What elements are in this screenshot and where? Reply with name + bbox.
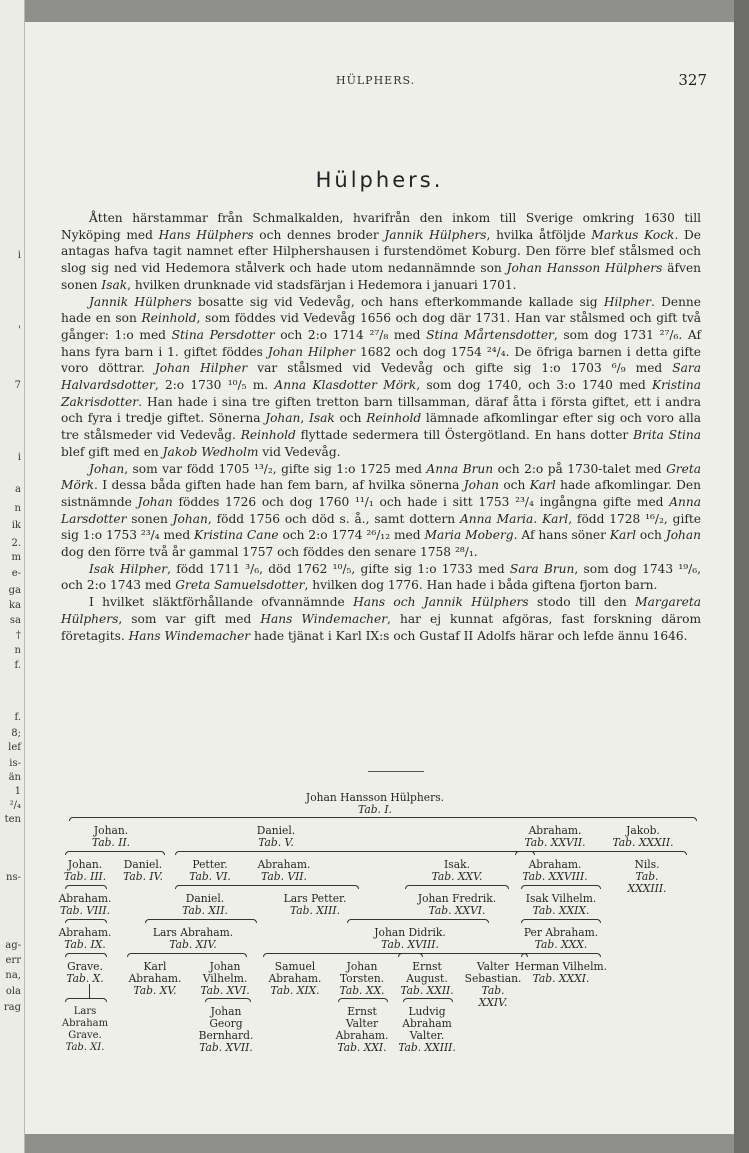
text-run: , hvilka åtföljde [486,227,592,242]
tree-node: Johan Didrik. Tab. XVIII. [374,926,446,951]
margin-fragment: ik [11,520,21,531]
text-run: lämnade afkomlingar efter sig och voro alla tre stålsmeder vid Vedevåg. [61,411,702,443]
text-run: var stålsmed vid Vedevåg och gifte sig 1:o 1703 ⁶/₉ med [247,361,673,376]
text-run: , som föddes vid Vedevåg 1656 och dog där 1731. Han var stålsmed och gift två gånger: 1:o med [61,311,701,342]
tree-brace [175,885,359,889]
text-run: . Denne hade en son [61,294,701,326]
text-run: och [498,478,530,493]
text-run: äfven sonen [61,261,702,292]
tree-node: Lars Abraham. Tab. XIV. [152,926,234,951]
italic-name: Margareta Hülphers [61,595,701,626]
text-run: hade tjänat i Karl IX:s och Gustaf II Adolfs härar och lefde ännu 1646. [250,628,688,643]
tree-node: Johan Fredrik. Tab. XXVI. [417,892,497,917]
tree-node: Johan Vilhelm. Tab. XVI. [200,960,250,997]
margin-fragment: sa [9,615,21,626]
text-run: och 2:o 1714 ²⁷/₈ med [274,327,427,342]
tree-node: Johan. Tab. II. [91,824,131,849]
tree-node: Abraham. Tab. XXVIII. [522,858,588,883]
italic-name: Kristina Zakrisdotter [61,378,702,409]
margin-fragment: ' [18,325,21,336]
tree-node: Grave. Tab. X. [66,960,104,985]
tree-node: Daniel. Tab. IV. [123,858,163,883]
tree-node: Abraham. Tab. XXVII. [524,824,586,849]
text-run: vid Vedevåg. [258,444,341,459]
italic-name: Jakob Wedholm [162,444,259,459]
text-run: dog den förre två år gammal 1757 och föddes den senare 1758 ²⁸/₁. [61,545,478,560]
text-run: . Af hans söner [513,528,610,543]
tree-brace [405,885,509,889]
text-run: . Han hade i sina tre giften tretton barn tillsamman, däraf åtta i första giftet, ett i andra och fyra i tredje giftet. Sönerna [61,394,701,426]
italic-name: Brita Stina [633,428,702,443]
italic-name: Anna Brun [426,461,494,476]
italic-name: Hans Hülphers [158,227,254,242]
family-title: Hülphers. [315,168,444,192]
margin-fragment: a [15,484,21,495]
margin-fragment: n [14,503,21,514]
tree-node: Johan Georg Bernhard. Tab. XVII. [198,1005,254,1054]
text-run: och 2:o 1774 ²⁶/₁₂ med [278,528,425,543]
tree-brace [403,998,453,1002]
tree-brace [65,998,107,1002]
text-run: sonen [126,511,173,526]
tree-node: Petter. Tab. VI. [189,858,231,883]
margin-fragment: än [8,772,21,783]
tree-brace [69,817,697,821]
margin-fragment: 8; [11,728,21,739]
book-page [25,22,734,1134]
italic-name: Hans Windemacher [128,628,251,643]
tree-node: Abraham. Tab. VII. [257,858,311,883]
italic-name: Isak [309,411,335,426]
text-run: , [300,411,309,426]
margin-fragment: i [17,452,21,463]
margin-fragment: ag- [5,940,21,951]
margin-fragment: is- [9,758,21,769]
text-run: , hvilken drunknade vid stadsfärjan i Hedemora i januari 1701. [127,277,517,292]
margin-fragment: † [16,630,21,641]
italic-name: Jannik Hülphers [89,294,192,309]
tree-brace [65,919,107,923]
text-run: och [635,528,666,543]
margin-fragment: ²/₄ [9,800,21,811]
italic-name: Reinhold [240,428,296,443]
tree-brace [205,998,251,1002]
text-run: 1682 och dog 1754 ²⁴/₄. De öfriga barnen i detta gifte voro döttrar. [61,344,701,376]
previous-page-edge [0,0,25,1153]
text-run: I hvilket släktförhållande ofvannämnde [89,595,354,610]
margin-fragment: ns- [6,872,21,883]
margin-fragment: ola [5,986,21,997]
italic-name: Anna Larsdotter [61,494,701,526]
tree-node: Isak Vilhelm. Tab. XXIX. [525,892,597,917]
margin-fragment: lef [8,742,21,753]
text-run: Åtten härstammar från Schmalkalden, hvarifrån den inkom till Sverige omkring 1630 till Nyköping med [61,211,701,242]
italic-name: Hans och Jannik Hülphers [353,595,529,610]
text-run: stodo till den [528,595,636,610]
margin-fragment: f. [14,712,21,723]
italic-name: Jannik Hülphers [384,227,487,242]
tree-node: Johan Torsten. Tab. XX. [339,960,385,997]
italic-name: Kristina Cane [194,528,279,543]
text-run: , född 1728 ¹⁶/₂, gifte sig 1:o 1753 ²³/₄ med [61,511,701,543]
tree-node: Isak. Tab. XXV. [431,858,483,883]
tree-node: Valter Sebastian. Tab. XXIV. [464,960,522,1009]
italic-name: Anna Maria [459,511,534,526]
text-run: , som dog 1743 ¹⁹/₆, och 2:o 1743 med [61,561,701,593]
page-number: 327 [678,71,707,89]
text-run: . [533,511,543,526]
tree-line [89,984,90,998]
text-run: , som dog 1740, och 3:o 1740 med [416,378,653,393]
tree-brace [515,851,687,855]
margin-fragment: f. [14,660,21,671]
running-header: HÜLPHERS. [336,74,416,87]
margin-fragment: e- [11,568,21,579]
text-run: , 2:o 1730 ¹⁰/₅ m. [154,378,275,393]
italic-name: Sara Halvardsdotter [61,361,701,393]
margin-fragment: 1 [14,786,21,797]
text-run: . I dessa båda giften hade han fem barn, af hvilka sönerna [94,478,464,493]
tree-brace [65,885,107,889]
italic-name: Greta Samuelsdotter [175,578,305,593]
tree-node: Karl Abraham. Tab. XV. [128,960,182,997]
text-run: bosatte sig vid Vedevåg, och hans efterkommande kallade sig [191,294,604,309]
tree-node-root: Johan Hansson Hülphers. Tab. I. [305,791,445,816]
italic-name: Stina Persdotter [171,327,275,342]
text-run: och 2:o på 1730-talet med [493,461,667,476]
italic-name: Isak [101,277,128,292]
text-run: blef gift med en [61,444,163,459]
italic-name: Sara Brun [509,561,575,576]
tree-node: Ernst Valter Abraham. Tab. XXI. [335,1005,389,1054]
tree-node: Daniel. Tab. V. [256,824,296,849]
italic-name: Johan [137,494,173,509]
margin-fragment: n [14,645,21,656]
tree-brace [398,953,528,957]
margin-fragment: 7 [14,380,21,391]
margin-fragment: rag [3,1002,21,1013]
tree-node: Daniel. Tab. XII. [182,892,228,917]
tree-node: Jakob. Tab. XXXII. [612,824,674,849]
italic-name: Johan Hansson Hülphers [506,261,663,276]
tree-brace [521,919,601,923]
tree-brace [145,919,257,923]
italic-name: Johan [265,411,301,426]
margin-fragment: m [11,552,21,563]
italic-name: Maria Moberg [424,528,514,543]
tree-brace [347,919,489,923]
margin-fragment: na, [5,970,21,981]
margin-fragment: err [5,955,21,966]
tree-node: Nils. Tab. XXXIII. [627,858,667,895]
text-run: , hvilken dog 1776. Han hade i båda giftena fjorton barn. [304,578,658,593]
italic-name: Isak Hilpher [89,561,168,576]
text-run: flyttade sedermera till Östergötland. En hans dotter [295,428,634,443]
text-run: föddes 1726 och dog 1760 ¹¹/₁ och hade i sitt 1753 ²³/₄ ingångna gifte med [172,494,670,509]
text-run: , har ej kunnat afgöras, fast forskning därom företagits. [61,611,701,643]
italic-name: Karl [529,478,556,493]
tree-brace [521,885,601,889]
tree-node: Lars Abraham Grave. Tab. XI. [61,1006,109,1053]
margin-fragment: i [17,250,21,261]
tree-node: Herman Vilhelm. Tab. XXXI. [514,960,608,985]
italic-name: Karl [542,511,569,526]
italic-name: Stina Mårtensdotter [426,327,554,342]
italic-name: Johan [89,461,125,476]
margin-fragment: ka [8,600,21,611]
margin-fragment: ga [8,585,21,596]
italic-name: Greta Mörk [61,461,702,493]
margin-fragment: ten [4,814,21,825]
italic-name: Johan Hilpher [267,344,356,359]
italic-name: Johan [172,511,208,526]
tree-node: Ernst August. Tab. XXII. [400,960,454,997]
text-run: . De antagas hafva tagit namnet efter Hilphershausen i furstendömet Koburg. Den förre blef stålsmed och slog sig ned vid Hedemora stålverk och hade utom nedannämnde son [61,227,701,276]
tree-brace [338,998,388,1002]
text-run: , som var gift med [118,611,261,626]
tree-node: Johan. Tab. III. [63,858,107,883]
tree-brace [127,953,247,957]
italic-name: Hans Windemacher [260,611,388,626]
italic-name: Reinhold [366,411,422,426]
italic-name: Johan Hilpher [154,361,248,376]
text-run: , född 1711 ³/₆, död 1762 ¹⁰/₅, gifte sig 1:o 1733 med [167,561,510,576]
italic-name: Johan [463,478,499,493]
tree-node: Samuel Abraham. Tab. XIX. [268,960,322,997]
tree-brace [521,953,601,957]
italic-name: Markus Kock [591,227,675,242]
genealogy-tree [25,22,734,1134]
italic-name: Karl [609,528,636,543]
italic-name: Reinhold [141,311,197,326]
tree-brace [175,851,535,855]
tree-node: Ludvig Abraham Valter. Tab. XXIII. [398,1005,456,1054]
text-run: , som dog 1731 ²⁷/₆. Af hans fyra barn i 1. giftet föddes [61,327,701,359]
text-run: hade afkomlingar. Den sistnämnde [61,478,701,509]
margin-fragment: 2. [11,538,21,549]
text-run: och [334,411,367,426]
tree-node: Abraham. Tab. IX. [58,926,112,951]
italic-name: Anna Klasdotter Mörk [274,378,417,393]
text-run: , född 1756 och död s. å., samt dottern [207,511,460,526]
text-run: och dennes broder [253,227,385,242]
tree-node: Abraham. Tab. VIII. [58,892,112,917]
tree-brace [65,953,107,957]
italic-name: Johan [665,528,702,543]
scan-border [734,0,749,1153]
tree-node: Lars Petter. Tab. XIII. [283,892,347,917]
text-run: , som var född 1705 ¹³/₂, gifte sig 1:o 1725 med [124,461,427,476]
tree-brace [65,851,165,855]
tree-node: Per Abraham. Tab. XXX. [523,926,599,951]
italic-name: Hilpher [603,294,651,309]
